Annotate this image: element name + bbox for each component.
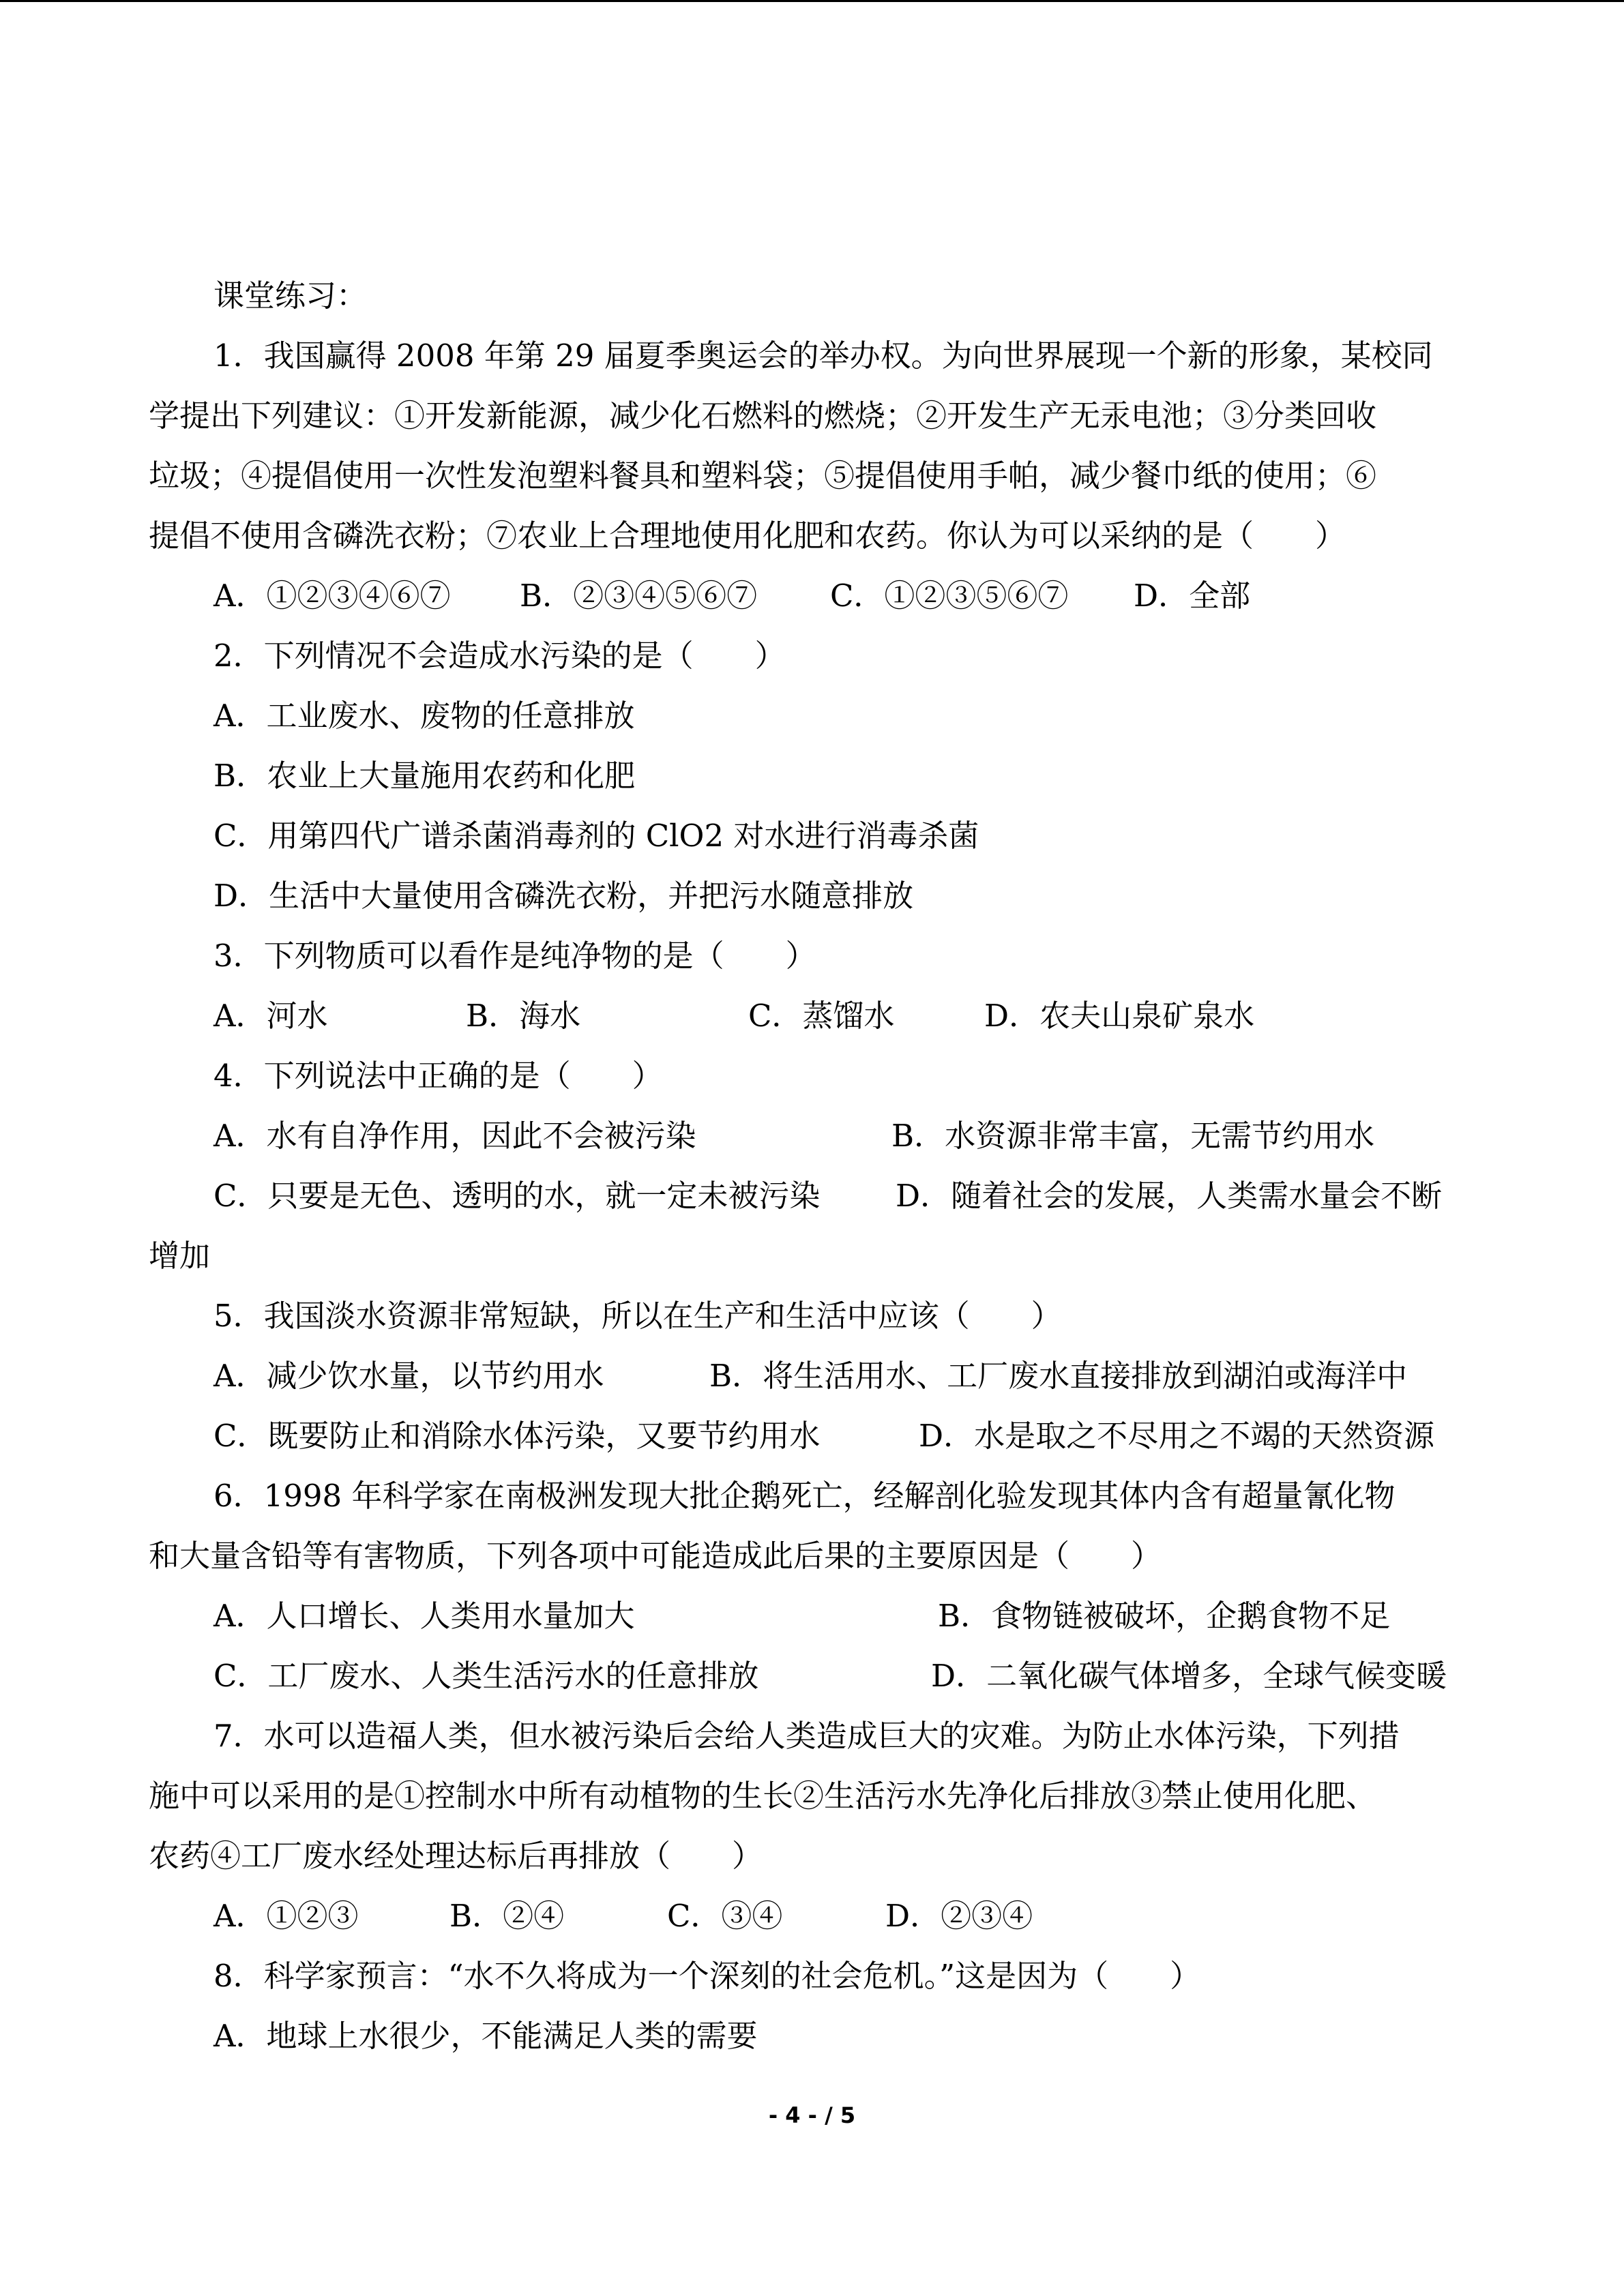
option-d: D．二氧化碳气体增多，全球气候变暖 [931,1658,1447,1694]
option-c: C．只要是无色、透明的水，就一定未被污染 [213,1178,821,1214]
option-a: A．①②③④⑥⑦ [213,578,451,614]
page-number: - 4 - / 5 [768,2102,856,2128]
question-stem-line: 7．水可以造福人类，但水被污染后会给人类造成巨大的灾难。为防止水体污染，下列措 [213,1718,1400,1754]
option-d: D．水是取之不尽用之不竭的天然资源 [919,1418,1435,1454]
option-a: A．工业废水、废物的任意排放 [213,698,635,734]
option-d: D．全部 [1134,578,1251,614]
question-stem-line: 垃圾；④提倡使用一次性发泡塑料餐具和塑料袋；⑤提倡使用手帕，减少餐巾纸的使用；⑥ [149,458,1377,494]
option-b: B．农业上大量施用农药和化肥 [213,758,636,794]
option-b: B．食物链被破坏，企鹅食物不足 [938,1598,1391,1634]
option-a: A．河水 [213,998,328,1034]
option-a: A．水有自净作用，因此不会被污染 [213,1118,696,1154]
option-d: D．随着社会的发展，人类需水量会不断 [896,1178,1443,1214]
question-stem-line: 4．下列说法中正确的是（ ） [213,1058,663,1094]
option-b: B．将生活用水、工厂废水直接排放到湖泊或海洋中 [709,1358,1408,1394]
question-stem-line: 3．下列物质可以看作是纯净物的是（ ） [213,938,816,974]
section-title: 课堂练习： [213,278,368,314]
option-d-continuation: 增加 [149,1238,211,1274]
question-stem-line: 提倡不使用含磷洗衣粉；⑦农业上合理地使用化肥和农药。你认为可以采纳的是（ ） [149,518,1346,554]
option-c: C．工厂废水、人类生活污水的任意排放 [213,1658,759,1694]
option-a: A．人口增长、人类用水量加大 [213,1598,635,1634]
option-a: A．地球上水很少，不能满足人类的需要 [213,2018,758,2054]
option-b: B．水资源非常丰富，无需节约用水 [891,1118,1375,1154]
option-c: C．蒸馏水 [748,998,895,1034]
question-stem-line: 学提出下列建议：①开发新能源，减少化石燃料的燃烧；②开发生产无汞电池；③分类回收 [149,398,1377,434]
option-c: C．既要防止和消除水体污染，又要节约用水 [213,1418,821,1454]
option-b: B．②④ [449,1898,565,1934]
question-stem-line: 农药④工厂废水经处理达标后再排放（ ） [149,1838,763,1874]
option-d: D．生活中大量使用含磷洗衣粉，并把污水随意排放 [213,878,914,914]
option-d: D．②③④ [885,1898,1033,1934]
option-b: B．海水 [466,998,581,1034]
option-b: B．②③④⑤⑥⑦ [520,578,758,614]
question-stem-line: 2．下列情况不会造成水污染的是（ ） [213,638,786,674]
option-d: D．农夫山泉矿泉水 [984,998,1255,1034]
question-stem-line: 1．我国赢得 2008 年第 29 届夏季奥运会的举办权。为向世界展现一个新的形象，某校同 [213,338,1433,374]
question-stem-line: 和大量含铅等有害物质，下列各项中可能造成此后果的主要原因是（ ） [149,1538,1162,1574]
option-c: C．①②③⑤⑥⑦ [830,578,1069,614]
option-c: C．③④ [667,1898,783,1934]
question-stem-line: 6．1998 年科学家在南极洲发现大批企鹅死亡，经解剖化验发现其体内含有超量氰化物 [213,1478,1396,1514]
option-a: A．①②③ [213,1898,359,1934]
question-stem-line: 5．我国淡水资源非常短缺，所以在生产和生活中应该（ ） [213,1298,1062,1334]
question-stem-line: 施中可以采用的是①控制水中所有动植物的生长②生活污水先净化后排放③禁止使用化肥、 [149,1778,1377,1814]
option-a: A．减少饮水量，以节约用水 [213,1358,604,1394]
question-stem-line: 8．科学家预言：“水不久将成为一个深刻的社会危机。”这是因为（ ） [213,1958,1201,1994]
option-c: C．用第四代广谱杀菌消毒剂的 ClO2 对水进行消毒杀菌 [213,818,979,854]
